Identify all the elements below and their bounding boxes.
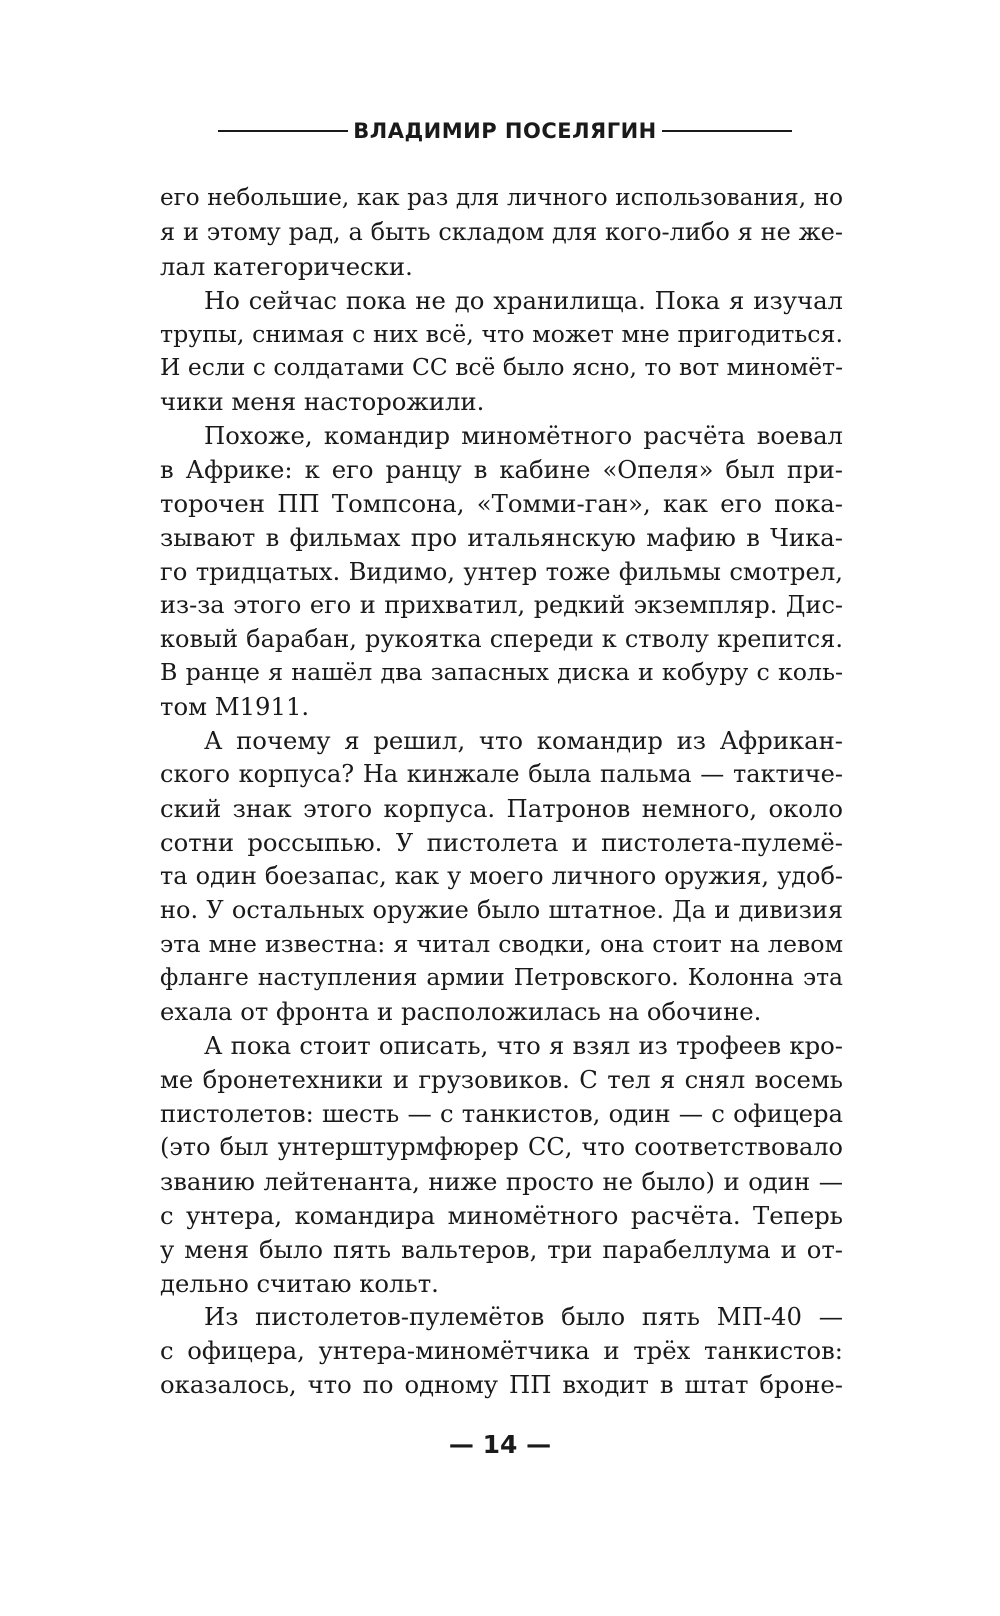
text-line: ский знак этого корпуса. Патронов немного, около xyxy=(160,794,843,824)
text-line: оказалось, что по одному ПП входит в штат броне- xyxy=(160,1370,843,1400)
body-text xyxy=(160,182,843,1402)
text-line: А почему я решил, что командир из Африкан- xyxy=(204,726,843,756)
header-rule-left xyxy=(218,130,348,132)
text-line: фланге наступления армии Петровского. Колонна эта xyxy=(160,963,843,992)
page-number: — 14 — xyxy=(448,1430,552,1459)
header-rule-right xyxy=(662,130,792,132)
text-line: я и этому рад, а быть складом для кого-либо я не же- xyxy=(160,217,843,246)
author-name: ВЛАДИМИР ПОСЕЛЯГИН xyxy=(353,119,657,143)
text-line: у меня было пять вальтеров, три парабеллума и от- xyxy=(160,1234,843,1264)
text-line: ме бронетехники и грузовиков. С тел я снял восемь xyxy=(160,1065,843,1095)
text-line: званию лейтенанта, ниже просто не было) и один — xyxy=(160,1166,843,1196)
text-line: с офицера, унтера-миномётчика и трёх танкистов: xyxy=(160,1336,843,1366)
text-line: чики меня насторожили. xyxy=(160,387,485,417)
text-line: та один боезапас, как у моего личного оружия, удоб- xyxy=(160,861,843,890)
running-header xyxy=(218,116,792,146)
text-line: Похоже, командир миномётного расчёта воевал xyxy=(204,421,843,451)
text-line: торочен ПП Томпсона, «Томми-ган», как его пока- xyxy=(160,489,843,519)
text-line: эта мне известна: я читал сводки, она стоит на левом xyxy=(160,929,843,958)
text-line: И если с солдатами СС всё было ясно, то вот миномёт- xyxy=(160,353,843,382)
text-line: ковый барабан, рукоятка спереди к стволу крепится. xyxy=(160,624,843,653)
text-line: том М1911. xyxy=(160,692,310,722)
text-line: лал категорически. xyxy=(160,251,413,281)
text-line: дельно считаю кольт. xyxy=(160,1268,439,1298)
text-line: Из пистолетов-пулемётов было пять МП-40 — xyxy=(204,1302,843,1332)
text-line: (это был унтерштурмфюрер СС, что соответствовало xyxy=(160,1132,843,1161)
text-line: но. У остальных оружие было штатное. Да и дивизия xyxy=(160,895,843,924)
text-line: его небольшие, как раз для личного использования, но xyxy=(160,185,843,211)
text-line: пистолетов: шесть — с танкистов, один — с офицера xyxy=(160,1099,843,1129)
text-line: сотни россыпью. У пистолета и пистолета-пулемё- xyxy=(160,827,843,857)
text-line: из-за этого его и прихватил, редкий экземпляр. Дис- xyxy=(160,590,843,619)
text-line: А пока стоит описать, что я взял из трофеев кро- xyxy=(204,1031,843,1061)
text-line: трупы, снимая с них всё, что может мне пригодиться. xyxy=(160,319,843,348)
text-line: ского корпуса? На кинжале была пальма — тактиче- xyxy=(160,760,843,789)
text-line: В ранце я нашёл два запасных диска и кобуру с коль- xyxy=(160,658,843,687)
text-line: го тридцатых. Видимо, унтер тоже фильмы смотрел, xyxy=(160,556,843,586)
text-line: в Африке: к его ранцу в кабине «Опеля» был при- xyxy=(160,455,843,485)
text-line: ехала от фронта и расположилась на обочине. xyxy=(160,997,762,1027)
text-line: Но сейчас пока не до хранилища. Пока я изучал xyxy=(204,285,843,315)
text-line: с унтера, командира миномётного расчёта. Теперь xyxy=(160,1200,843,1230)
text-line: зывают в фильмах про итальянскую мафию в Чика- xyxy=(160,522,843,552)
